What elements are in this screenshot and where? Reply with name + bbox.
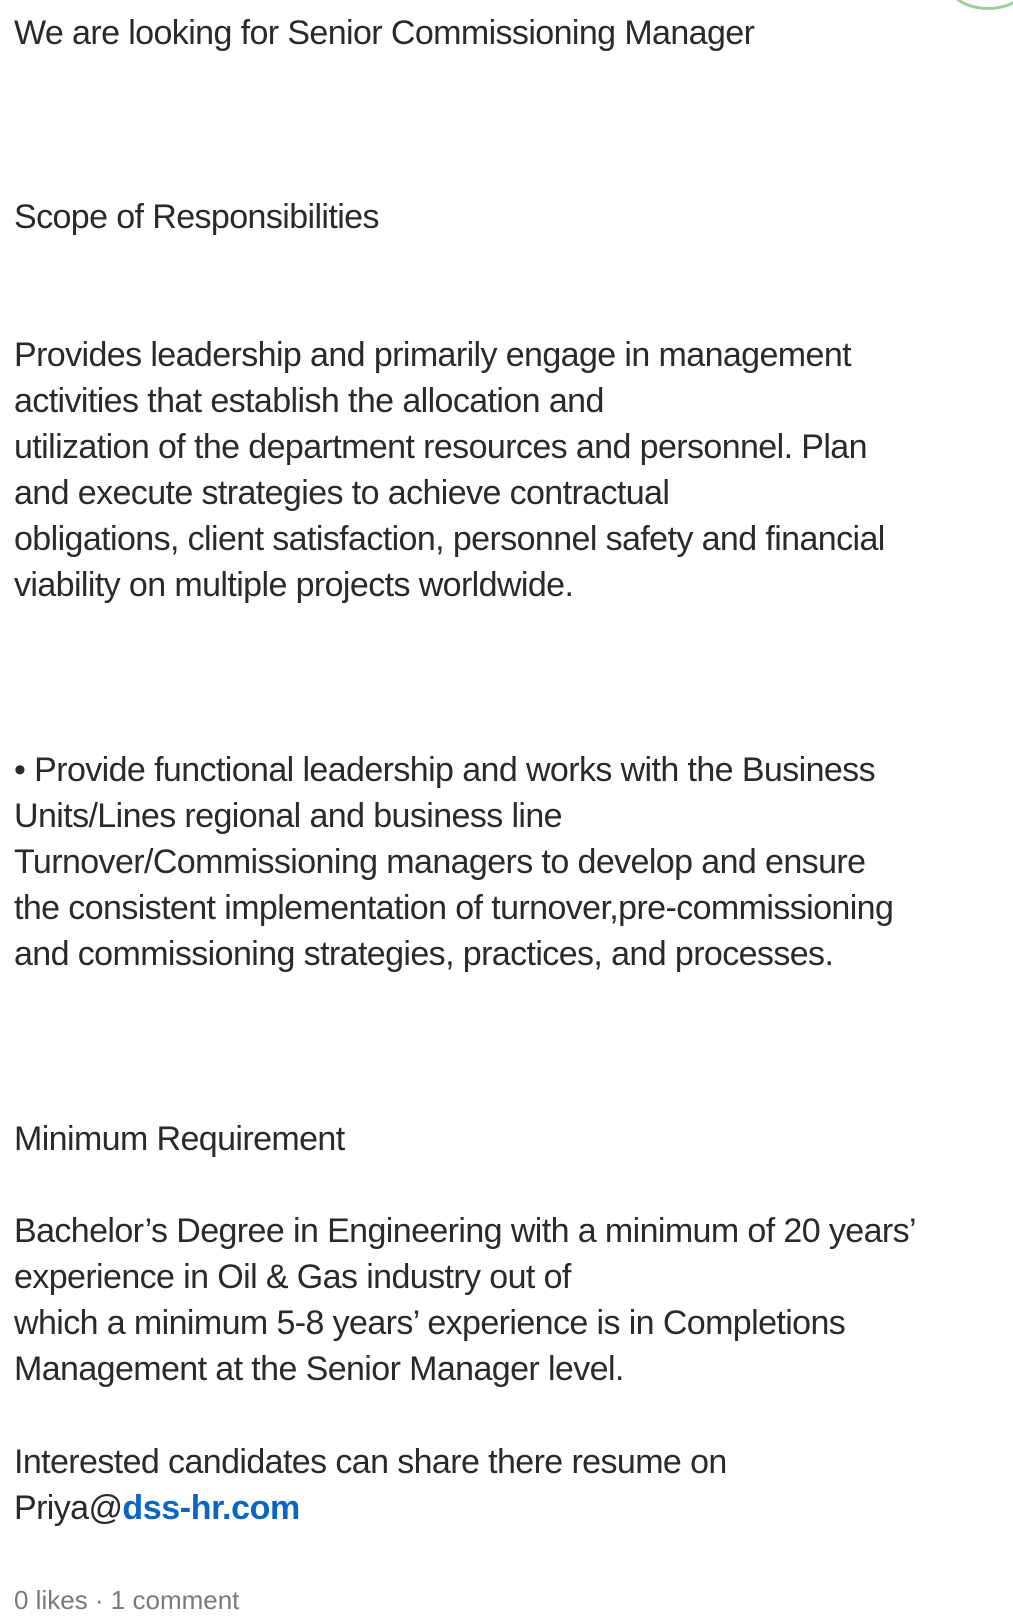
- post-text-line: obligations, client satisfaction, personnel safety and financial: [14, 520, 885, 558]
- email-prefix: Priya@: [14, 1489, 123, 1527]
- post-text-line: Management at the Senior Manager level.: [14, 1350, 624, 1388]
- section-heading-requirements: Minimum Requirement: [14, 1120, 345, 1158]
- post-text-line: Turnover/Commissioning managers to develop and ensure: [14, 843, 866, 881]
- post-text-line: We are looking for Senior Commissioning Manager: [14, 14, 755, 52]
- post-text-line: utilization of the department resources and personnel. Plan: [14, 428, 867, 466]
- bullet-text-line: • Provide functional leadership and works with the Business: [14, 751, 875, 789]
- post-text-line: Interested candidates can share there resume on: [14, 1443, 727, 1481]
- post-text-line: which a minimum 5-8 years’ experience is in Completions: [14, 1304, 846, 1342]
- post-text-line: the consistent implementation of turnover,pre-commissioning: [14, 889, 894, 927]
- post-text-line: Units/Lines regional and business line: [14, 797, 562, 835]
- post-text-line: Provides leadership and primarily engage in management: [14, 336, 851, 374]
- post-text-line: and execute strategies to achieve contractual: [14, 474, 670, 512]
- post-text-line: Bachelor’s Degree in Engineering with a minimum of 20 years’: [14, 1212, 916, 1250]
- section-heading-scope: Scope of Responsibilities: [14, 198, 379, 236]
- post-text-line: experience in Oil & Gas industry out of: [14, 1258, 571, 1296]
- contact-email-line: [14, 1485, 300, 1531]
- email-domain-link[interactable]: dss-hr.com: [122, 1489, 300, 1527]
- post-text-line: and commissioning strategies, practices, and processes.: [14, 935, 834, 973]
- post-text-line: activities that establish the allocation and: [14, 382, 604, 420]
- avatar-badge: [945, 0, 1013, 10]
- post-text-line: viability on multiple projects worldwide.: [14, 566, 574, 604]
- post-engagement-stats[interactable]: 0 likes · 1 comment: [14, 1585, 240, 1615]
